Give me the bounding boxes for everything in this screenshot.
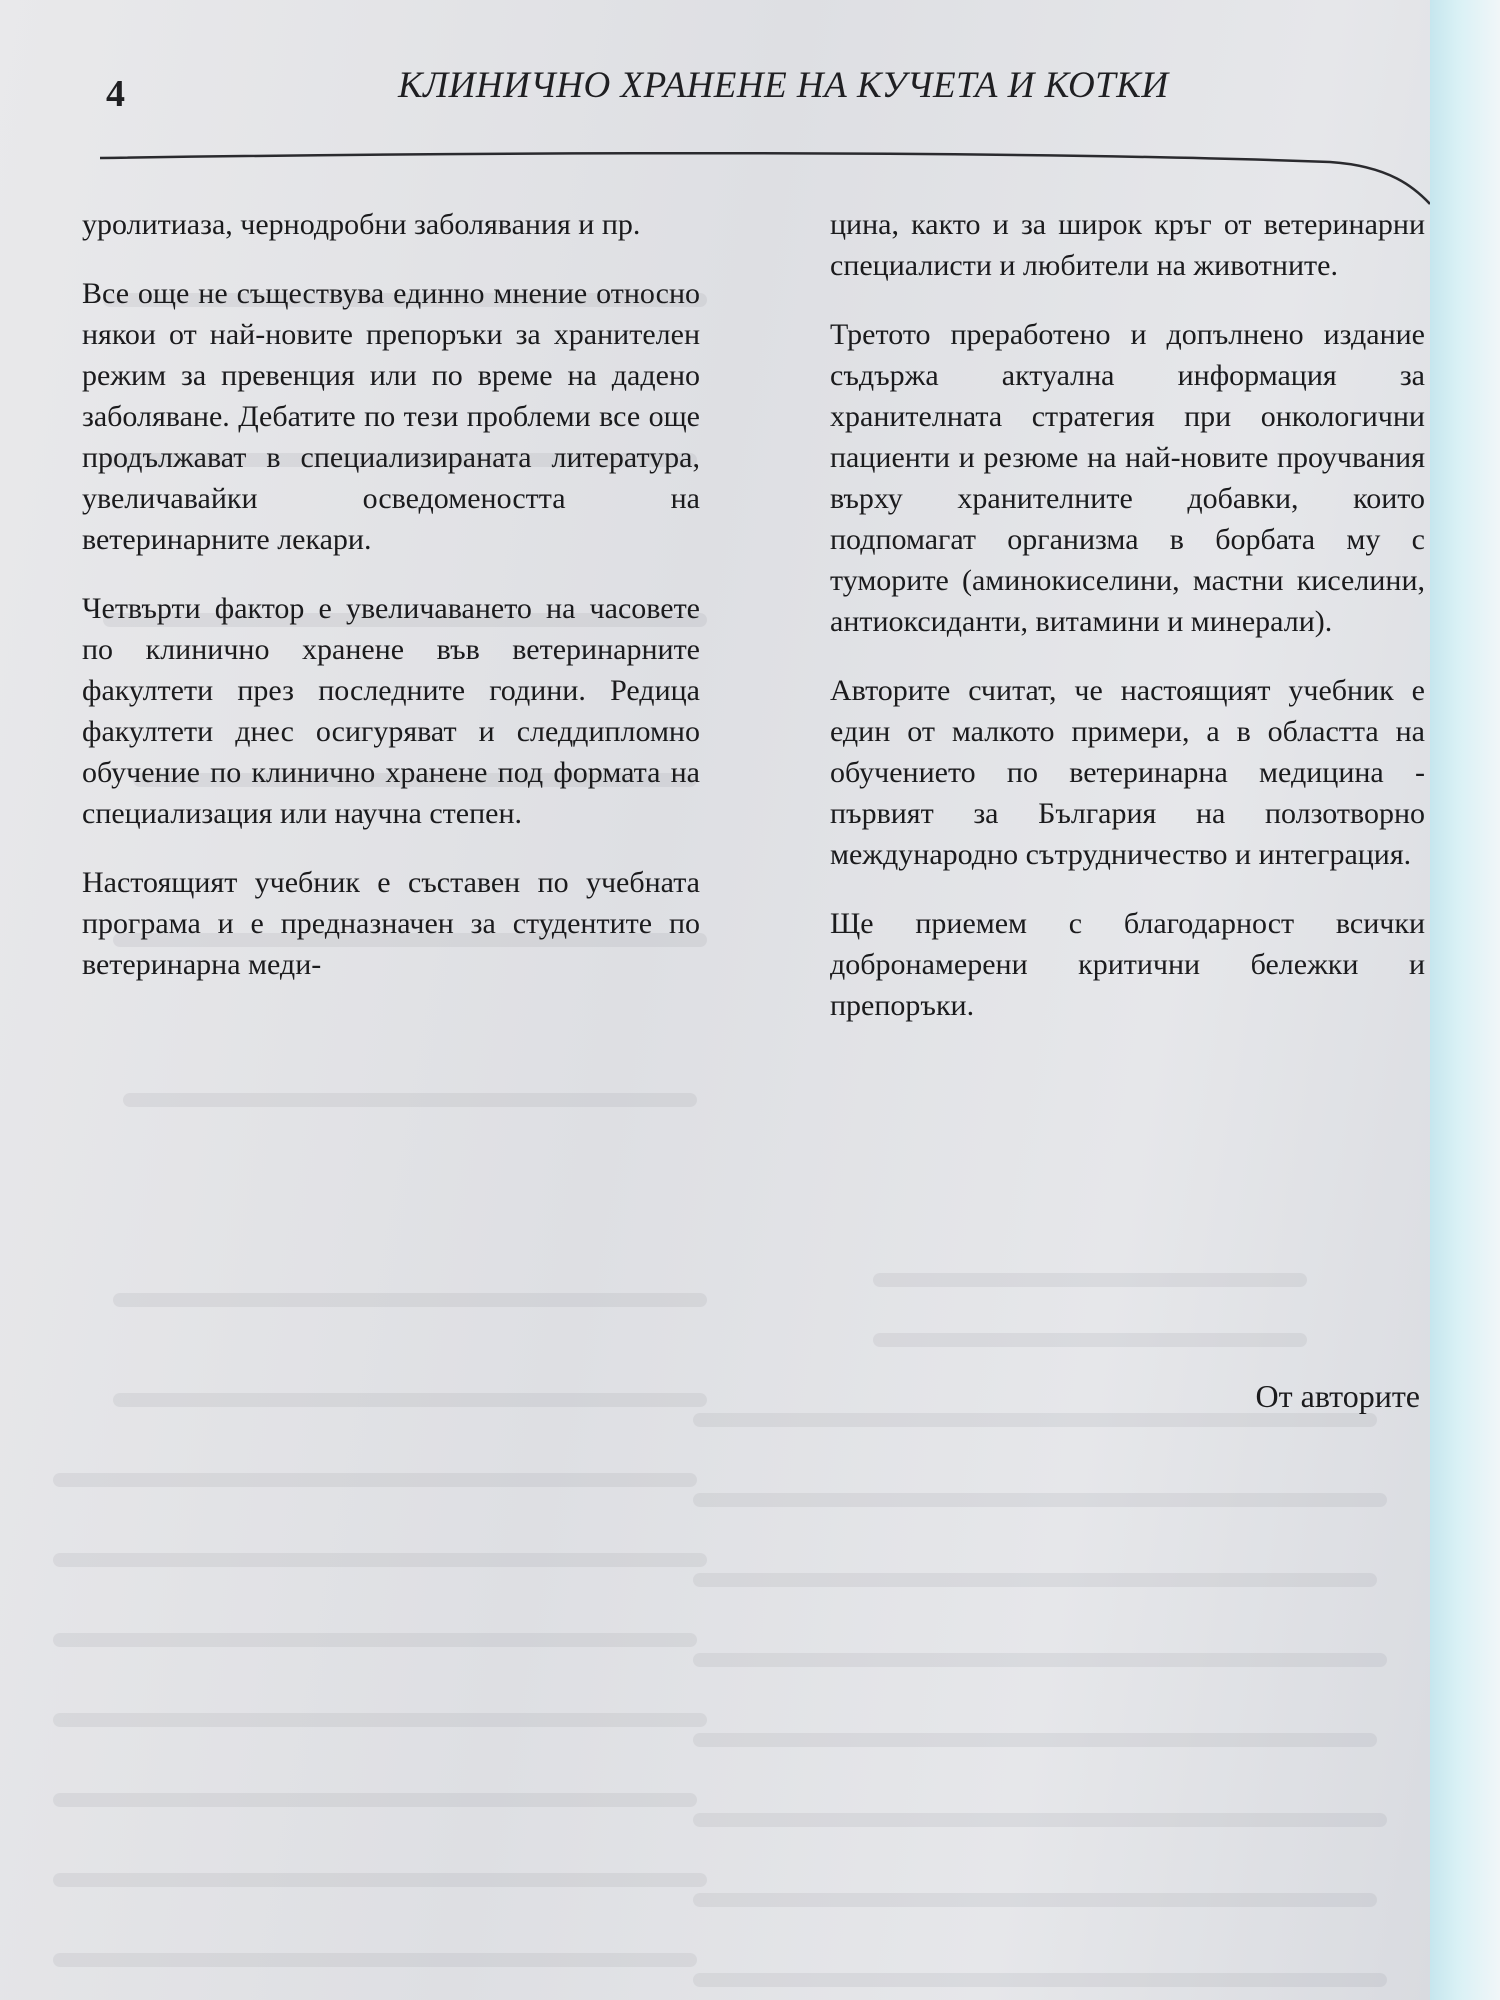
right-column — [830, 204, 1425, 1054]
left-paragraph-3: Четвърти фактор е увеличаването на часовете по клинично хранене във ветеринарните факултети през последните години. Редица факултети днес осигуряват и следдипломно обучение по клинично хранене под формата на специализация или научна степен. — [82, 592, 700, 830]
signature: От авторите — [1255, 1378, 1420, 1414]
left-paragraph-1: уролитиаза, чернодробни заболявания и пр. — [82, 208, 641, 241]
header-rule — [100, 148, 1430, 208]
left-column — [82, 204, 700, 1013]
right-paragraph-2: Третото преработено и допълнено издание съдържа актуална информация за хранителната стратегия при онкологични пациенти и резюме на най-новите проучвания върху хранителните добавки, които подпомагат организма в борбата му с туморите (аминокиселини, мастни киселини, антиоксиданти, витамини и минерали). — [830, 318, 1425, 638]
left-paragraph-2: Все още не съществува единно мнение относно някои от най-новите препоръки за хранителен режим за превенция или по време на дадено заболяване. Дебатите по тези проблеми все още продължават в специализираната литература, увеличавайки осведомеността на ветеринарните лекари. — [82, 277, 700, 556]
next-page-edge — [1430, 0, 1500, 2000]
page-number: 4 — [106, 73, 125, 115]
right-paragraph-3: Авторите считат, че настоящият учебник е един от малкото примери, а в областта на обучението по ветеринарна медицина - първият за България на ползотворно международно сътрудничество и интеграция. — [830, 674, 1425, 871]
right-paragraph-4: Ще приемем с благодарност всички добронамерени критични бележки и препоръки. — [830, 907, 1425, 1022]
right-paragraph-1: цина, както и за широк кръг от ветеринарни специалисти и любители на животните. — [830, 208, 1425, 282]
left-paragraph-4: Настоящият учебник е съставен по учебната програма и е предназначен за студентите по ветеринарна меди- — [82, 866, 700, 981]
running-header-title: КЛИНИЧНО ХРАНЕНЕ НА КУЧЕТА И КОТКИ — [398, 65, 1169, 106]
